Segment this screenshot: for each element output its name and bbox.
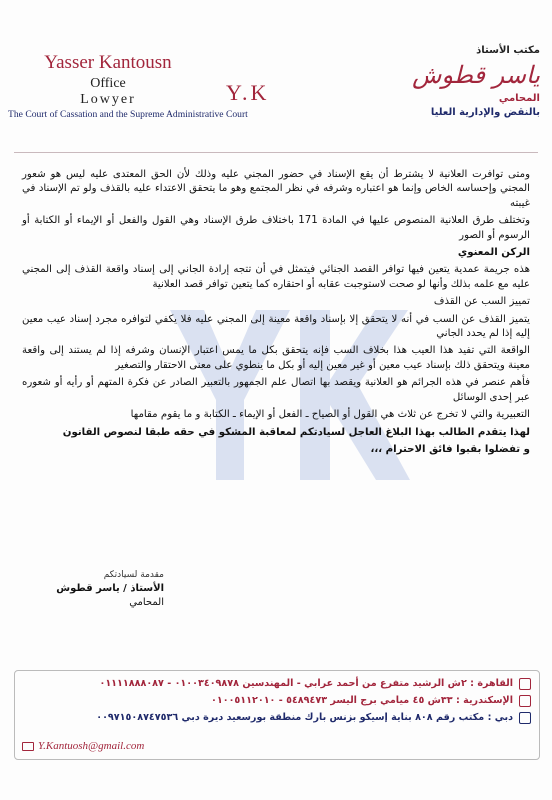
paragraph: ومتى توافرت العلانية لا يشترط أن يقع الإسناد في حضور المجني عليه وذلك لأن الحق المعتدى عليه ليس هو شعور المجني وإحساسه الخاص وإنما هو اعتباره وشرفه في نظر المجتمع وهو ما يتحقق الاعتداء عليه بالقذف ولو تم الإسناد في غيبته (22, 169, 530, 209)
lawyer-label-english: Lowyer (80, 92, 136, 107)
address-alexandria (23, 694, 531, 708)
signature-title: المحامي (129, 597, 164, 608)
office-label-arabic: مكتب الأستاذ (476, 45, 540, 56)
letter-body (22, 168, 530, 460)
location-icon (519, 695, 531, 707)
location-icon (519, 712, 531, 724)
office-label-english: Office (90, 76, 126, 91)
paragraph: هذه جريمة عمدية يتعين فيها توافر القصد الجنائي فيتمثل في أن تتجه إرادة الجاني إلى إسناد واقعة القذف إلى المجني عليه مع علمه بذلك وأنها لو صحت لاستوجبت عقابه أو احتقاره كما يتعين توافر قصد العلانية (22, 264, 530, 290)
location-icon (519, 678, 531, 690)
section-heading: الركن المعنوي (457, 247, 530, 259)
paragraph: التعبيرية والتي لا تخرج عن ثلاث هي القول أو الصياح ـ الفعل أو الإيماء ـ الكتابة و ما يقوم مقامها (130, 409, 530, 421)
address-cairo-text: القاهرة : ٢ش الرشيد متفرع من أحمد عرابي - المهندسين ٠١٠٠٣٤٠٩٨٧٨ - ٠١١١١٨٨٨٠٨٧ (99, 678, 513, 689)
paragraph: الواقعة التي تفيد هذا العيب هذا بخلاف السب فإنه يتحقق بكل ما يمس اعتبار الإنسان وشرفه إذا لم يستند إلى واقعة معينة ويتحقق ذلك بإسناد عيب معين أو غير معين إليه أو بكل ما ينطوي على معنى الاحتقار والتصغير (22, 345, 530, 371)
header-divider (14, 152, 538, 153)
section-heading: تمييز السب عن القذف (433, 296, 530, 308)
closing-regards: و تفضلوا بقبوا فائق الاحترام ،،، (370, 443, 530, 455)
envelope-icon (22, 742, 34, 751)
monogram-logo: Y.K (226, 80, 270, 105)
address-alexandria-text: الإسكندرية : ٣٣ش ٤٥ ميامي برج اليسر ٥٤٨٩٤٧٣ - ٠١٠٠٥١١٢٠١٠ (211, 695, 513, 706)
email-address: Y.Kantuosh@gmail.com (38, 740, 145, 752)
court-label-english: The Court of Cassation and the Supreme Administrative Court (8, 109, 248, 120)
signature-intro: مقدمة لسيادتكم (103, 570, 164, 580)
header-arabic-block (340, 44, 540, 120)
signature-name: الأستاذ / ياسر قطوش (56, 583, 164, 594)
paragraph: يتميز القذف عن السب في أنه لا يتحقق إلا بإسناد واقعة معينة إلى المجني عليه فلا يكفي لتوافره مجرد إسناد عيب معين إليه إذا لم يحدد الجاني (22, 313, 530, 340)
lawyer-title-arabic: المحامي (498, 93, 540, 104)
signature-block (34, 568, 164, 610)
paragraph: فأهم عنصر في هذه الجرائم هو العلانية ويقصد بها اتصال علم الجمهور بالتعبير الصادر عن فكرة المتهم أو رأيه أو شعوره عبر إحدى الوسائل (22, 377, 530, 403)
address-cairo (23, 677, 531, 691)
address-dubai-text: دبي : مكتب رقم ٨٠٨ بناية إسيكو بزنس بارك منطقة بورسعيد ديرة دبي ٠٠٩٧١٥٠٨٧٤٧٥٣٦ (96, 712, 513, 723)
lawyer-name-arabic: ياسر قطوش (412, 61, 540, 89)
court-label-arabic: بالنقض والإدارية العليا (430, 107, 540, 118)
lawyer-name-english: Yasser Kantousn (44, 52, 172, 73)
closing-request: لهذا يتقدم الطالب بهذا البلاغ العاجل لسيادتكم لمعاقبة المشكو في حقه طبقا لنصوص القانون (62, 426, 530, 438)
email-line (22, 740, 144, 752)
paragraph: وتختلف طرق العلانية المنصوص عليها في المادة 171 باختلاف طرق الإسناد وهي القول والفعل أو الإيماء أو الكتابة أو الرسوم أو الصور (22, 215, 530, 241)
address-dubai (23, 711, 531, 725)
